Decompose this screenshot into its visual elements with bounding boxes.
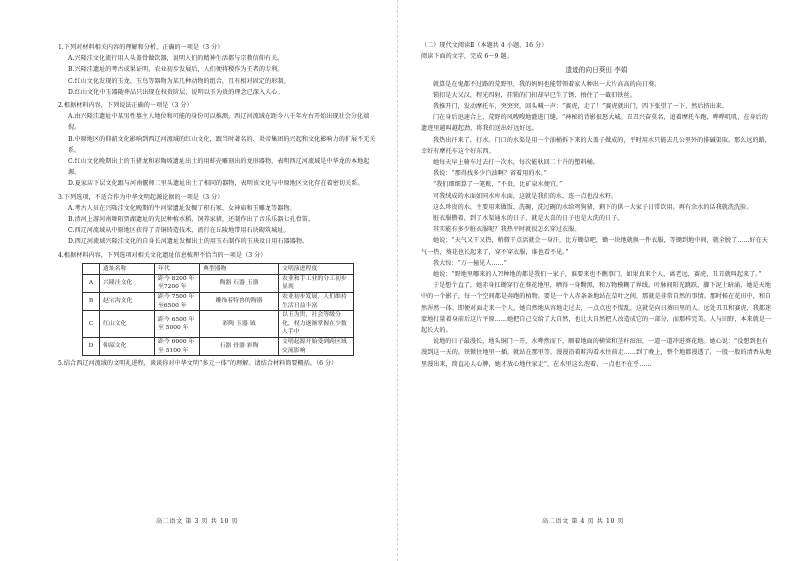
article-paragraph: 她说：“野地里哪来的人?!种地的都是我们一家子，谁要来也不瞧事门，如果真来个人，离老远，赛虎、丑丑就叫起来了。” [433, 271, 762, 279]
right-page [397, 0, 794, 561]
q2-stem: 2.根据材料内容，下列说法正确的一项是（3 分） [58, 102, 193, 110]
article-paragraph: 脏衣服攒着，到了水渠通水的日子，就是大喜的日子也是大洗的日子。 [433, 215, 624, 223]
article-paragraph: 我推开门，发动摩托车，突突突，回头喊一声：“赛虎，走了！”赛虎就出门，四下张望了一下，然后挤出来。 [433, 103, 729, 111]
table-cell: 彩陶 玉器 钺 [200, 311, 279, 338]
table-cell: D [83, 338, 100, 356]
table-cell: 农业初步发展，人们维持生活日益丰富 [279, 293, 354, 311]
table-cell: 农业和手工业的分工初步显现 [279, 274, 354, 292]
q4-stem: 4.根据材料内容，下列选项对相关文化遗址信息梳理不恰当的一项是（3 分） [58, 251, 267, 259]
q3-option-d: D.西辽河流域兴隆洼文化的自身长河遗址发掘出土的用玉石制作的玉玦及日用石器器物。 [68, 238, 309, 246]
page-footer-right: 高二语文 第 4 页 共 10 页 [542, 518, 625, 525]
q2-option-a: A.由兴隆洼遗址中某男性墓主人地位和可能的身份可以推测，西辽河流域在距今八千年左右开始出现社会分化端倪。 [68, 113, 370, 132]
table-row [83, 293, 354, 311]
article-paragraph: 可我绒成的水面如同水库水面，这就是我们的水，连一点也没水籽。 [433, 192, 618, 200]
q3-option-c: C.西辽河流域从中原地区获得了青铜铸造技术，流行在丘陵地带用石块砌筑城址。 [68, 227, 290, 235]
article-paragraph: 她说：“天气又干又热，稍微干点活就会一身汗，比方锄草吧，锄一块地就换一件衣服，等锄到地中间，就全脱了……好在天气一热，葵花也长起来了，穿不穿衣服，谁也看不见。” [421, 237, 768, 256]
culture-sites-table [82, 263, 354, 356]
q2-option-d: D.夏家店下层文化跟与河南偃师二里头遗址出土了相同的器物，表明该文化与中原地区文化存在着密切关系。 [68, 180, 364, 188]
q1-option-b: B.兴隆洼遗址的考古成果证明，农业初步发展后，人们便将稷作为王者的专利。 [68, 66, 284, 74]
q2-option-c: C.红山文化晚期出土的玉猪龙和彩陶坡遗址出土的用蚌壳雕刻出的龙形器物，表明西辽河流域是中华龙的本地起源。 [68, 158, 370, 177]
article-title: 遗迹的向日葵田 李娟 [565, 66, 628, 75]
table-header [83, 263, 100, 274]
article-paragraph: 说地的日子最漫长，地头铜门一开，水哗然而下，顺着地面的横梁和茎秆汩汩，一道一道冲进葵花地。她心说：“没想到也有漫到这一天的，铁锨往地里一插，就站在那里等，漫漫沿着畦沟看水往前走……到了晚上，整个地都漫透了，一股一股的清香从地里漫出来，简直沁人心脾，她才放心地往家走”，在水里这么泡着，一点也不在乎…… [421, 338, 772, 368]
table-cell: 石器 骨器 彩陶 [200, 338, 279, 356]
table-row [83, 338, 354, 356]
q1-option-a: A.兴隆洼文化流行用人头盖骨做饮器，说明人们的精神生活都与宗教信仰有关。 [68, 55, 284, 63]
table-header: 典型器物 [200, 263, 279, 274]
table-cell: 距今 7500 年至6500 年 [155, 293, 200, 311]
q3-stem: 3.下列选项，不适合作为中华文明起源论据的一项是（3 分） [58, 193, 224, 201]
article-paragraph: 于是想个直了，她赤身扛锄穿行在葵花地里，晒得一身黝黑，和万物模糊了界线。叶脉间阳光跳跃，脚下泥土暗涌，她是天地中的一个影子，每一个空间都是奔跑的植物。要是一个人赤条条地站在草叶之间，那就是非常自然的事情。那时候在花田中，和自然浑然一体。即便对面走来一个人，她自然地从容地走过去，一点点也不慌乱，这就是向日葵田里的人。远处丑丑和赛虎，我都迷蒙地打量着身前后这片平原……她把自己交给了大自然，也让大自然把人改造成它的一部分，而那样完美。人与田野，本来就是一起长大的。 [421, 282, 772, 335]
table-cell: 以玉为贵，社会等级分化，权力逐渐掌握在少数人手中 [279, 311, 354, 338]
table-cell: 红山文化 [100, 311, 155, 338]
table-cell: C [83, 311, 100, 338]
section-heading: （二）现代文阅读Ⅱ（本题共 4 小题，16 分） [421, 42, 548, 49]
table-row [83, 274, 354, 292]
table-cell: 距今 6000 年至 5100 年 [155, 338, 200, 356]
table-cell: 兴隆洼文化 [100, 274, 155, 292]
table-header: 遗址名称 [100, 263, 155, 274]
q1-stem: 1.下列对材料相关内容的理解和分析，正确的一项是（3 分） [58, 44, 224, 51]
q3-option-a: A.考古人员在兴隆洼文化晚期的牛河梁遗址发掘了积石冢、女神庙和玉雕龙等器物。 [68, 204, 296, 212]
q2-option-b: B.中原地区的仰韶文化影响到西辽河流域的红山文化，跟当时著名的、炎帝集团的兴起和文化影响力的扩展不无关系。 [68, 135, 376, 154]
article-paragraph: 这么珍贵的水，主要用来做饭、洗碗，洗过碗的水给鸡狗猪，剩下的供一大家子日常饮用。再有余水的话我就洗洗脸。 [433, 203, 753, 211]
q3-option-b: B.渣河上游河南舞阳贾湖遗址的先民种植水稻、饲养家猪，还制作出了音乐乐器七孔骨笛。 [68, 216, 315, 224]
table-row [83, 311, 354, 338]
table-cell: 仰韶文化 [100, 338, 155, 356]
article-paragraph: 我说：“那得找多少汽油啊？省着用的水。” [433, 170, 547, 178]
article-paragraph: 就算是在鬼都不过路的荒野里，我的妈妈也能带领着家人种出一大片高高的向日葵。 [433, 80, 661, 88]
article-paragraph: 门在身后迅速合上，荒野的风嗖嗖地灌进门缝，“神秘的背影很怒大城。丑丑兴奋莫名，追着摩托车跑，哗哗叽叽，在身后的遗迹里越叫越起劲，将我们送出好远好远。 [421, 114, 768, 133]
article-paragraph: 其实能有多少脏衣服呢？我热平时就很怎么穿过衣服。 [433, 226, 581, 234]
table-cell: 陶器 石器 玉器 [200, 274, 279, 292]
q5-stem: 5.结合西辽河流域的文明礼进程，谈谈你对中华文明“多元一体”的理解。请结合材料简要概括。（6 分） [58, 360, 338, 368]
table-cell: 赵宝沟文化 [100, 293, 155, 311]
table-cell: B [83, 293, 100, 311]
q1-option-c: C.红山文化发现的玉龙、玉鸟等器物为某几种动物的组合，且有相对固定的形制。 [68, 77, 290, 85]
table-cell: A [83, 274, 100, 292]
article-paragraph: 锁扣是大又汉，程光四射，挂锁的门扣却早已生了锈，捂住了一截旧铁丝。 [433, 91, 636, 99]
table-header: 年代 [155, 263, 200, 274]
table-cell: 距今 6500 年至 5000 年 [155, 311, 200, 338]
table-header-row [83, 263, 354, 274]
article-paragraph: 我大惊：“万一撞见人……” [433, 259, 507, 267]
table-cell: 雕饰着特兽的陶器 [200, 293, 279, 311]
reading-instruction: 阅读下面的文字，完成 6～9 题。 [421, 53, 513, 61]
table-header: 文明演进程度 [279, 263, 354, 274]
article-paragraph: 她每天早上骑车过去打一次水，每次能驮回二十升的塑料桶。 [433, 159, 599, 167]
page-footer-left: 高二语文 第 3 页 共 10 页 [156, 518, 239, 525]
article-body [421, 79, 772, 370]
article-paragraph: “我们细细算了一笔账，“不贵，比矿泉水便宜。” [433, 181, 563, 189]
article-paragraph: 我热出汗来了，打水。门口的水渠是用一个油桶拆下来的大盖子做成的，平时用水只能去几公里外的排碱渠取。那么远的路，幸好有摩托车这个好东西。 [421, 136, 771, 155]
table-cell: 文明起源开始受到跨区域交流影响 [279, 338, 354, 356]
q1-option-d: D.红山文化中玉器随葬品只出现在权贵阶层，说明以玉为贵的理念已深入人心。 [68, 88, 284, 96]
table-cell: 距今 8200 年至7200 年 [155, 274, 200, 292]
